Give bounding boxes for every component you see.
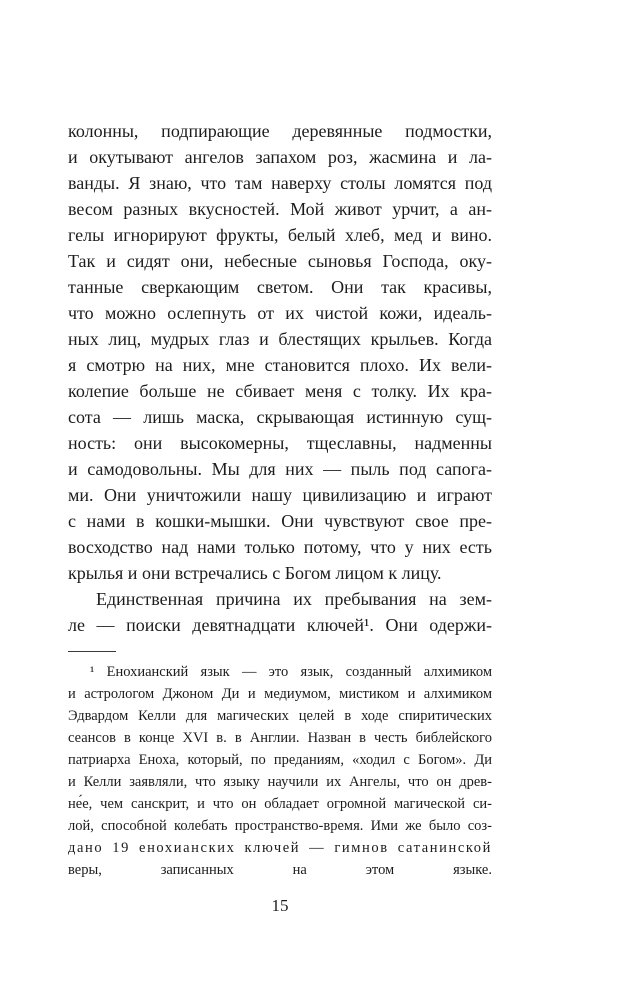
body-text-line: ле — поиски девятнадцати ключей¹. Они одержи- bbox=[68, 615, 492, 635]
body-text-line: Так и сидят они, небесные сыновья Господа, оку- bbox=[68, 251, 492, 271]
footnote-line: Эдвардом Келли для магических целей в ходе спиритических bbox=[68, 708, 492, 724]
footnote-line: дано 19 енохианских ключей — гимнов сатанинской bbox=[68, 840, 492, 856]
footnote-line: лой, способной колебать пространство-время. Ими же было соз- bbox=[68, 818, 492, 834]
body-text-line: восходство над нами только потому, что у них есть bbox=[68, 537, 492, 557]
body-text-line: ми. Они уничтожили нашу цивилизацию и играют bbox=[68, 485, 492, 505]
page-number: 15 bbox=[271, 896, 289, 915]
footnote bbox=[68, 661, 492, 881]
body-text-line: танные сверкающим светом. Они так красивы, bbox=[68, 277, 492, 297]
body-text-line: и самодовольны. Мы для них — пыль под сапога- bbox=[68, 459, 492, 479]
footnote-line: патриарха Еноха, который, по преданиям, «ходил с Богом». Ди bbox=[68, 752, 492, 768]
footnote-line: и астрологом Джоном Ди и медиумом, мистиком и алхимиком bbox=[68, 686, 492, 702]
body-text bbox=[68, 118, 492, 638]
body-text-line: крылья и они встречались с Богом лицом к лицу. bbox=[68, 563, 442, 583]
body-text-line: что можно ослепнуть от их чистой кожи, идеаль- bbox=[68, 303, 492, 323]
body-text-line: весом разных вкусностей. Мой живот урчит, а ан- bbox=[68, 199, 492, 219]
footnote-line: и Келли заявляли, что языку научили их Ангелы, что он древ- bbox=[68, 774, 492, 790]
body-text-line: Единственная причина их пребывания на зем- bbox=[96, 589, 492, 609]
body-text-line: ванды. Я знаю, что там наверху столы ломятся под bbox=[68, 173, 492, 193]
body-text-line: ность: они высокомерны, тщеславны, надменны bbox=[68, 433, 492, 453]
footnote-separator bbox=[68, 651, 116, 652]
body-text-line: сота — лишь маска, скрывающая истинную сущ- bbox=[68, 407, 492, 427]
body-text-line: колонны, подпирающие деревянные подмостки, bbox=[68, 121, 492, 141]
body-text-line: с нами в кошки-мышки. Они чувствуют свое пре- bbox=[68, 511, 492, 531]
body-text-line: гелы игнорируют фрукты, белый хлеб, мед и вино. bbox=[68, 225, 492, 245]
body-text-line: я смотрю на них, мне становится плохо. Их вели- bbox=[68, 355, 492, 375]
footnote-line: веры, записанных на этом языке. bbox=[68, 862, 492, 878]
body-text-line: колепие больше не сбивает меня с толку. Их кра- bbox=[68, 381, 492, 401]
footnote-line: ¹ Енохианский язык — это язык, созданный алхимиком bbox=[90, 664, 492, 680]
body-text-line: ных лиц, мудрых глаз и блестящих крыльев. Когда bbox=[68, 329, 492, 349]
body-text-line: и окутывают ангелов запахом роз, жасмина и ла- bbox=[68, 147, 492, 167]
footnote-line: сеансов в конце XVI в. в Англии. Назван в честь библейского bbox=[68, 730, 492, 746]
footnote-line: не́е, чем санскрит, и что он обладает огромной магической си- bbox=[68, 796, 492, 812]
